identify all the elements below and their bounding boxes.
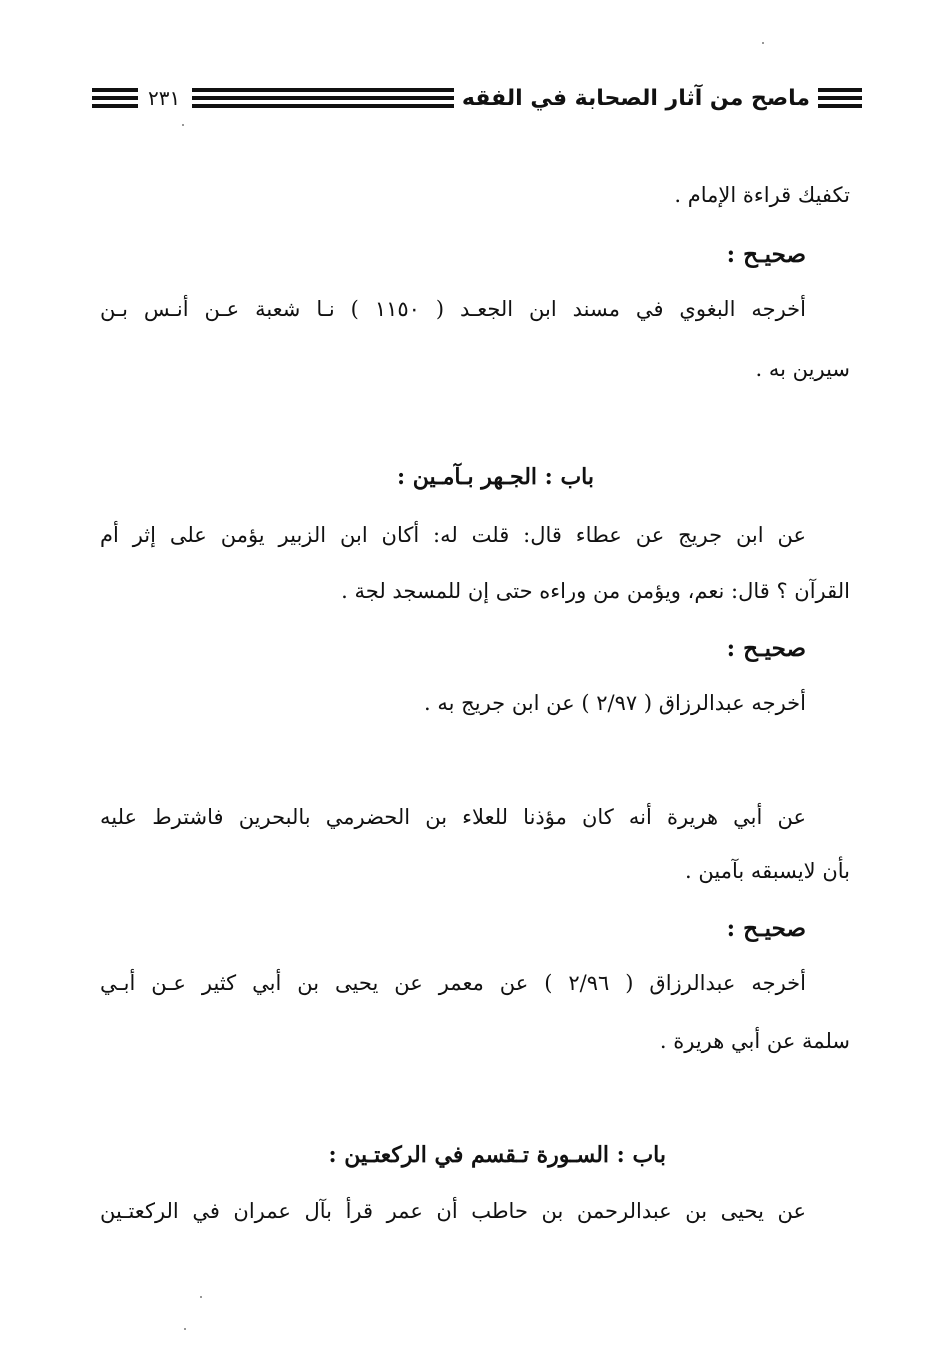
text-line: أخرجه عبدالرزاق ( ٢/٩٦ ) عن معمر عن يحيى بن أبي كثير عـن أبـي	[100, 971, 806, 995]
chapter-heading: باب : السـورة تـقسم في الركعتـين :	[328, 1142, 666, 1168]
text-line: أخرجه عبدالرزاق ( ٢/٩٧ ) عن ابن جريج به .	[424, 691, 806, 715]
text-line: القرآن ؟ قال: نعم، ويؤمن من وراءه حتى إن للمسجد لجة .	[341, 579, 850, 603]
section-label-sahih: صحيـح :	[726, 915, 806, 942]
section-label-sahih: صحيـح :	[726, 241, 806, 268]
text-line: تكفيك قراءة الإمام .	[674, 183, 850, 207]
text-line: عن ابن جريج عن عطاء قال: قلت له: أكان ابن الزبير يؤمن على إثر أم	[100, 523, 806, 547]
header-title: ماصح من آثار الصحابة في الفقه	[461, 85, 810, 111]
section-label-sahih: صحيـح :	[726, 635, 806, 662]
header-rule-middle	[192, 88, 454, 108]
scan-speck	[182, 124, 184, 126]
text-line: عن أبي هريرة أنه كان مؤذنا للعلاء بن الحضرمي بالبحرين فاشترط عليه	[100, 805, 806, 829]
text-line: عن يحيى بن عبدالرحمن بن حاطب أن عمر قرأ بآل عمران في الركعتـين	[100, 1199, 806, 1223]
text-line: سلمة عن أبي هريرة .	[659, 1029, 850, 1053]
chapter-heading: باب : الجـهر بـآمـين :	[396, 464, 594, 490]
header-rule-left	[92, 88, 138, 108]
scan-speck	[184, 1328, 186, 1330]
header-rule-right	[818, 88, 862, 108]
running-header	[92, 78, 862, 118]
scan-speck	[200, 1296, 202, 1298]
text-line: أخرجه البغوي في مسند ابن الجعـد ( ١١٥٠ ) نـا شعبة عـن أنـس بـن	[100, 297, 806, 321]
scan-speck	[762, 42, 764, 44]
text-line: بأن لايسبقه بآمين .	[685, 859, 850, 883]
text-line: سيرين به .	[755, 357, 850, 381]
page-number: ٢٣١	[148, 86, 181, 110]
